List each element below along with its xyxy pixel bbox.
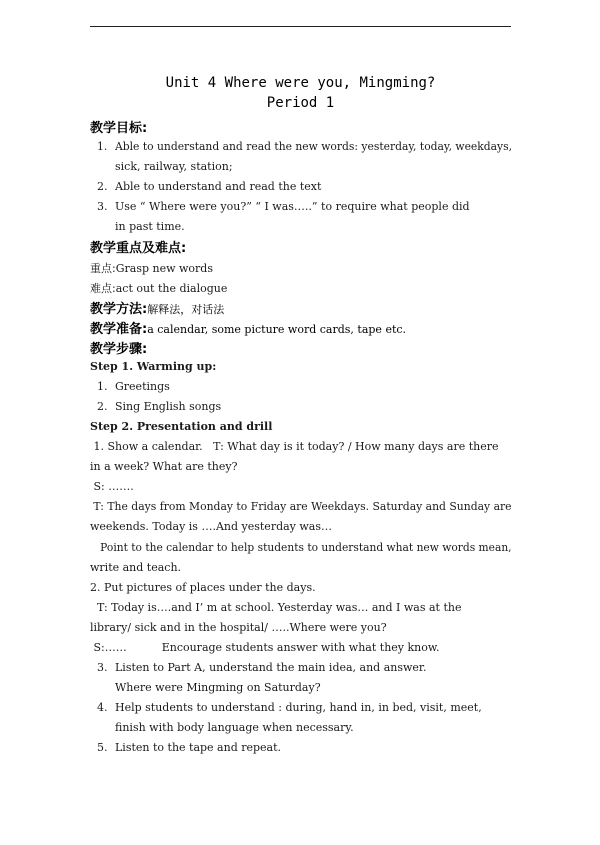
focus-line [90,260,213,276]
step2-line-8: 2. Put pictures of places under the days. [90,581,316,594]
step2-item-4 [97,701,482,714]
objective-text: Able to understand and read the text [115,180,322,193]
objective-item-2 [97,180,321,193]
objective-num: 1. [97,140,108,153]
objective-num: 2. [97,180,108,193]
focus-text: Grasp new words [115,262,213,275]
objective-item-1 [97,140,512,153]
step2-line-11: S:…… Encourage students answer with what they know. [90,641,440,654]
objective-text: Able to understand and read the new words: yesterday, today, weekdays, [115,140,513,153]
step-item-num: 2. [97,400,108,413]
step1-item-2 [97,400,221,413]
objective-item-3 [97,200,470,213]
step2-line-10: library/ sick and in the hospital/ …..Where were you? [90,621,387,634]
step-item-num: 3. [97,661,108,674]
key-points-heading: 教学重点及难点: [90,241,187,256]
difficulty-label: 难点: [90,282,116,295]
step2-item-3-cont: Where were Mingming on Saturday? [115,681,321,694]
objective-text: Use “ Where were you?” “ I was…..” to require what people did [115,200,470,213]
step-item-text: Listen to the tape and repeat. [115,741,282,754]
focus-label: 重点: [90,262,116,275]
step2-line-4: T: The days from Monday to Friday are Weekdays. Saturday and Sunday are [90,500,512,513]
document-title: Unit 4 Where were you, Mingming? [165,75,436,91]
step2-title: Step 2. Presentation and drill [90,420,273,433]
difficulty-line [90,280,227,296]
step2-line-2: in a week? What are they? [90,460,238,473]
step-item-num: 1. [97,380,108,393]
step2-line-1: 1. Show a calendar. T: What day is it today? / How many days are there [90,440,499,453]
step2-item-4-cont: finish with body language when necessary. [115,721,354,734]
preparation-line [90,318,406,337]
step1-title: Step 1. Warming up: [90,360,217,373]
step-item-text: Help students to understand : during, hand in, in bed, visit, meet, [115,701,482,714]
preparation-heading: 教学准备: [90,322,148,337]
objective-item-1-cont: sick, railway, station; [115,160,233,173]
step2-item-3 [97,661,426,674]
step2-line-9: T: Today is….and I’ m at school. Yesterday was… and I was at the [90,601,462,614]
step-item-num: 4. [97,701,108,714]
methods-heading: 教学方法: [90,302,148,317]
header-rule [90,26,511,27]
step1-item-1 [97,380,170,393]
step-item-num: 5. [97,741,108,754]
step2-line-3: S: ……. [90,480,134,493]
preparation-text: a calendar, some picture word cards, tape etc. [147,323,407,336]
step2-line-7: write and teach. [90,561,182,574]
objectives-heading: 教学目标: [90,121,148,136]
step-item-text: Listen to Part A, understand the main idea, and answer. [115,661,427,674]
period-subtitle: Period 1 [266,95,335,111]
objective-item-3-cont: in past time. [115,220,185,233]
step2-line-6: Point to the calendar to help students to understand what new words mean, [90,541,512,554]
methods-line [90,298,224,317]
steps-heading: 教学步骤: [90,342,148,357]
step-item-text: Greetings [115,380,170,393]
step2-item-5 [97,741,281,754]
objective-num: 3. [97,200,108,213]
step-item-text: Sing English songs [115,400,222,413]
methods-text: 解释法，对话法 [147,303,225,316]
step2-line-5: weekends. Today is ….And yesterday was… [90,520,332,533]
difficulty-text: act out the dialogue [115,282,228,295]
